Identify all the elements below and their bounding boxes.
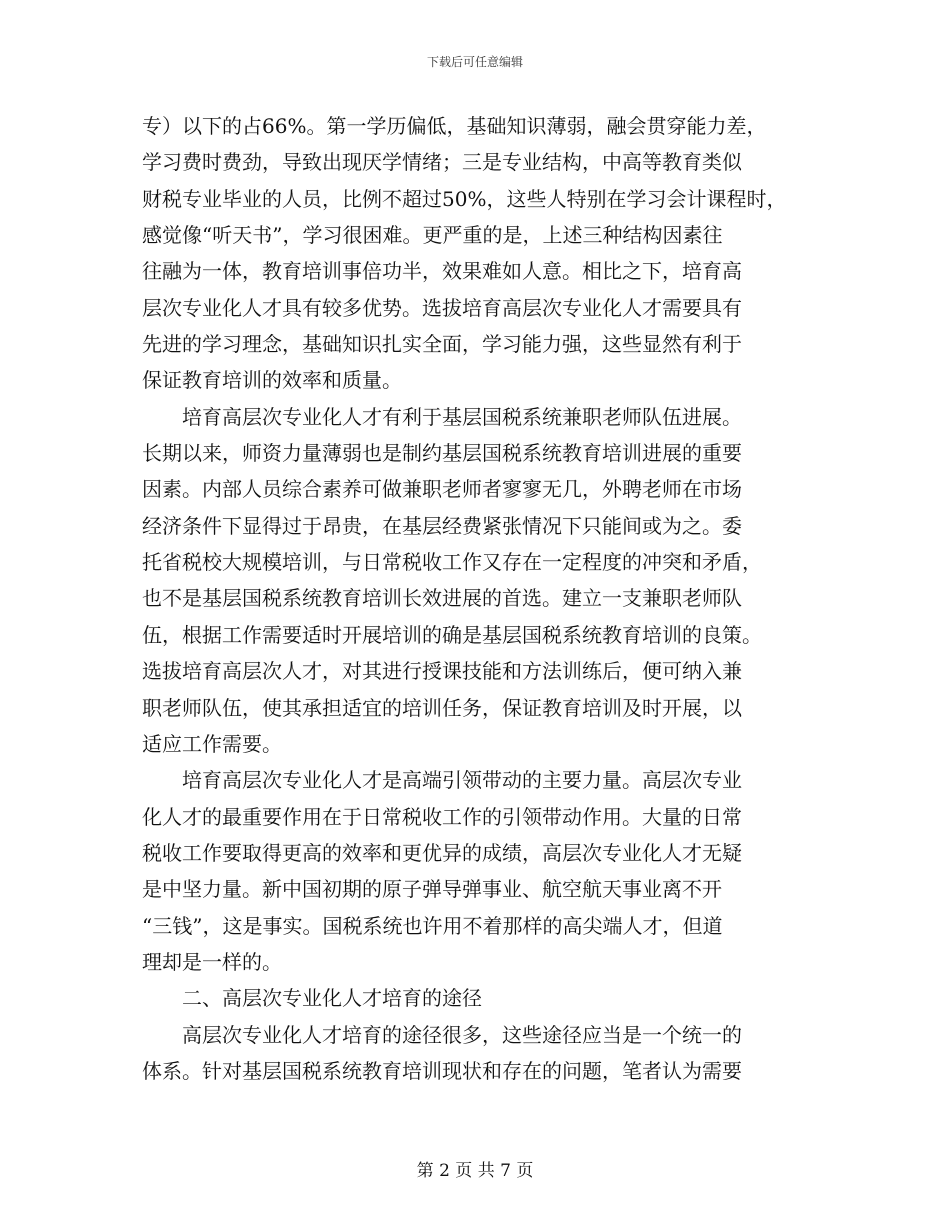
- text-line: 伍，根据工作需要适时开展培训的确是基层国税系统教育培训的良策。: [142, 622, 762, 647]
- text-line: 培育高层次专业化人才是高端引领带动的主要力量。高层次专业: [142, 768, 742, 793]
- text-line: 化人才的最重要作用在于日常税收工作的引领带动作用。大量的日常: [142, 804, 742, 829]
- text-line: 是中坚力量。新中国初期的原子弹导弹事业、航空航天事业离不开: [142, 877, 722, 902]
- text-line: 经济条件下显得过于昂贵，在基层经费紧张情况下只能间或为之。委: [142, 513, 742, 538]
- text-line: 先进的学习理念，基础知识扎实全面，学习能力强，这些显然有利于: [142, 332, 742, 357]
- text-line: 体系。针对基层国税系统教育培训现状和存在的问题，笔者认为需要: [142, 1058, 742, 1083]
- text-line: 感觉像“听天书”，学习很困难。更严重的是，上述三种结构因素往: [142, 223, 723, 248]
- text-line: “三钱”，这是事实。国税系统也许用不着那样的高尖端人才，但道: [142, 913, 723, 938]
- section-heading: 二、高层次专业化人才培育的途径: [142, 986, 482, 1011]
- text-line: 因素。内部人员综合素养可做兼职老师者寥寥无几，外聘老师在市场: [142, 477, 742, 502]
- text-line: 高层次专业化人才培育的途径很多，这些途径应当是一个统一的: [142, 1022, 742, 1047]
- document-body: [142, 108, 832, 1089]
- text-line: 适应工作需要。: [142, 731, 282, 756]
- text-line: 往融为一体，教育培训事倍功半，效果难如人意。相比之下，培育高: [142, 259, 742, 284]
- text-line: 层次专业化人才具有较多优势。选拔培育高层次专业化人才需要具有: [142, 295, 742, 320]
- text-line: 财税专业毕业的人员，比例不超过50%，这些人特别在学习会计课程时，: [142, 186, 787, 211]
- page-number: 第 2 页 共 7 页: [416, 1161, 534, 1181]
- page-header: 下载后可任意编辑: [426, 55, 523, 69]
- text-line: 专）以下的占66%。第一学历偏低，基础知识薄弱，融会贯穿能力差，: [142, 114, 767, 138]
- text-line: 保证教育培训的效率和质量。: [142, 368, 402, 393]
- text-line: 理却是一样的。: [142, 949, 282, 974]
- text-line: 选拔培育高层次人才，对其进行授课技能和方法训练后，便可纳入兼: [142, 659, 742, 684]
- text-line: 也不是基层国税系统教育培训长效进展的首选。建立一支兼职老师队: [142, 586, 742, 611]
- text-line: 税收工作要取得更高的效率和更优异的成绩，高层次专业化人才无疑: [142, 840, 742, 865]
- text-line: 培育高层次专业化人才有利于基层国税系统兼职老师队伍进展。: [142, 404, 742, 429]
- text-line: 学习费时费劲，导致出现厌学情绪；三是专业结构，中高等教育类似: [142, 150, 742, 175]
- text-line: 托省税校大规模培训，与日常税收工作又存在一定程度的冲突和矛盾，: [142, 550, 762, 575]
- text-line: 长期以来，师资力量薄弱也是制约基层国税系统教育培训进展的重要: [142, 441, 742, 466]
- text-line: 职老师队伍，使其承担适宜的培训任务，保证教育培训及时开展，以: [142, 695, 742, 720]
